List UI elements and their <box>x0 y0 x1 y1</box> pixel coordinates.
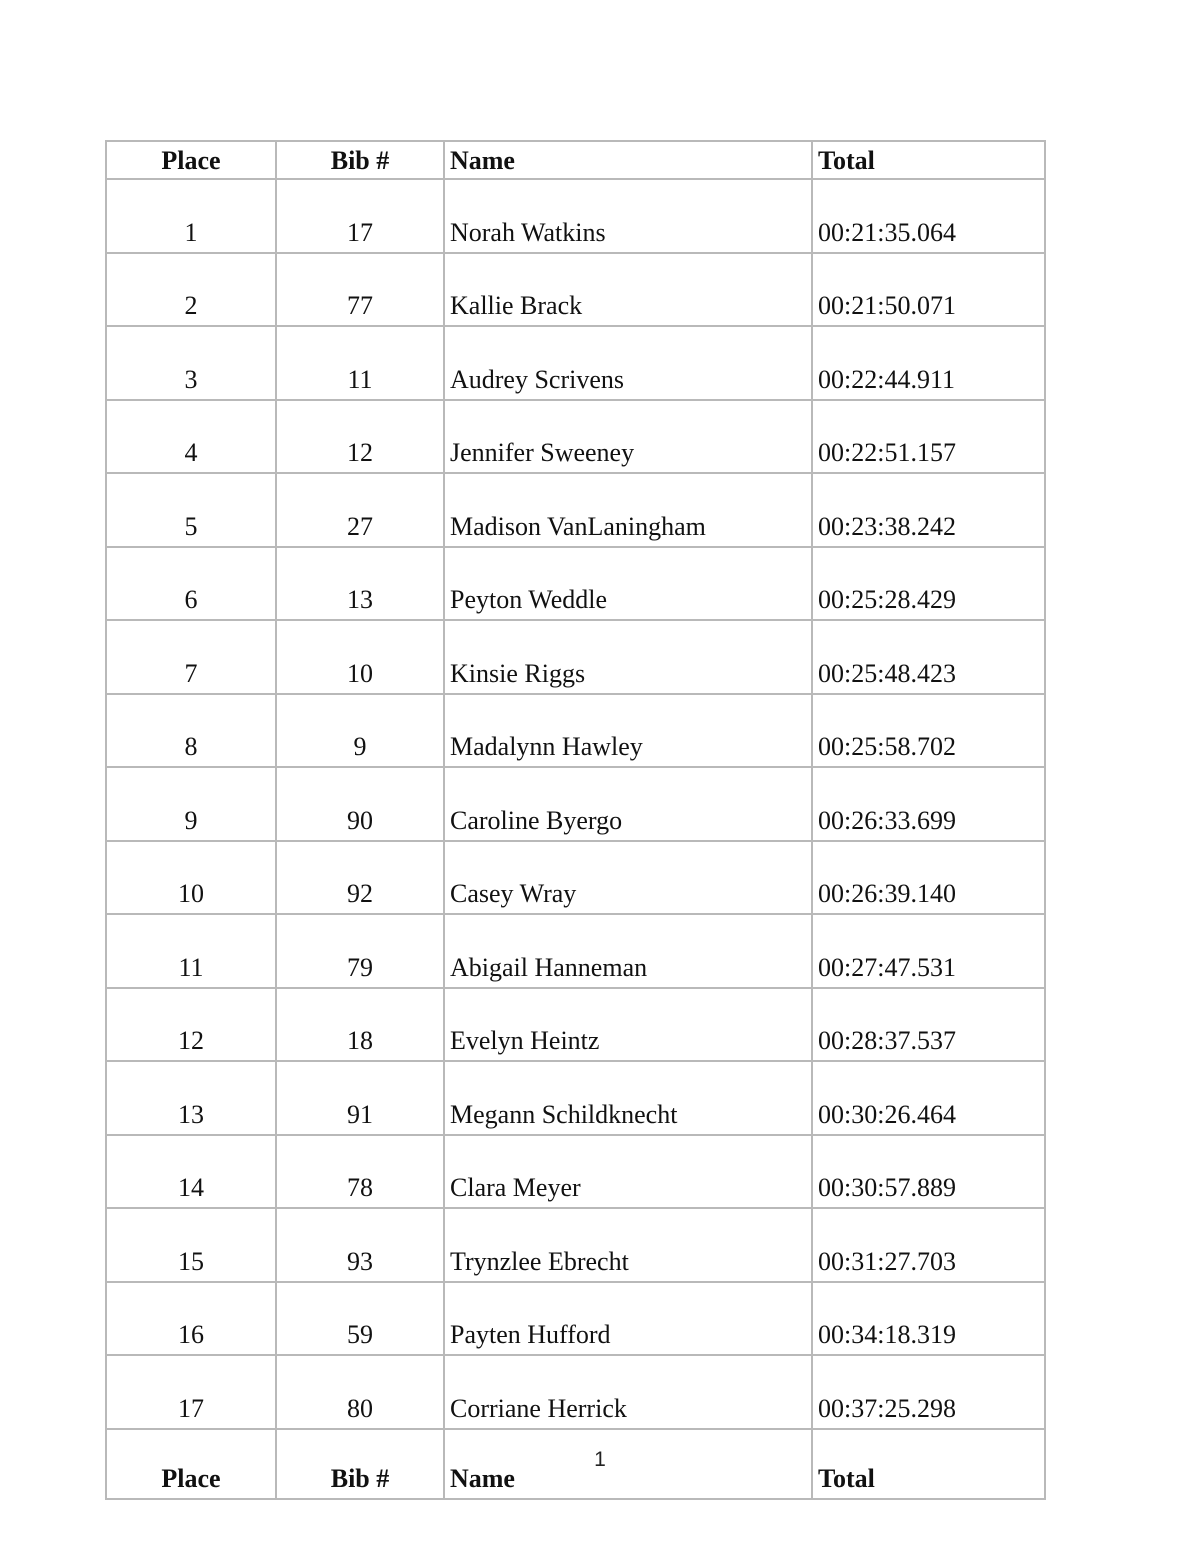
table-header <box>106 141 1045 179</box>
cell-place: 13 <box>106 1061 276 1135</box>
table-row <box>106 988 1045 1062</box>
cell-total: 00:31:27.703 <box>812 1208 1045 1282</box>
table-row <box>106 400 1045 474</box>
cell-name: Caroline Byergo <box>444 767 812 841</box>
cell-bib: 80 <box>276 1355 444 1429</box>
cell-name: Madison VanLaningham <box>444 473 812 547</box>
cell-total: 00:25:28.429 <box>812 547 1045 621</box>
cell-name: Evelyn Heintz <box>444 988 812 1062</box>
header-bib: Bib # <box>276 141 444 179</box>
cell-bib: 9 <box>276 694 444 768</box>
footer-name: Name <box>444 1429 812 1499</box>
table-row <box>106 1061 1045 1135</box>
cell-place: 11 <box>106 914 276 988</box>
cell-name: Megann Schildknecht <box>444 1061 812 1135</box>
cell-total: 00:25:48.423 <box>812 620 1045 694</box>
table-row <box>106 326 1045 400</box>
cell-bib: 18 <box>276 988 444 1062</box>
table-row <box>106 1135 1045 1209</box>
cell-total: 00:23:38.242 <box>812 473 1045 547</box>
cell-name: Audrey Scrivens <box>444 326 812 400</box>
cell-name: Payten Hufford <box>444 1282 812 1356</box>
cell-total: 00:30:26.464 <box>812 1061 1045 1135</box>
cell-total: 00:27:47.531 <box>812 914 1045 988</box>
table-row <box>106 1282 1045 1356</box>
cell-name: Jennifer Sweeney <box>444 400 812 474</box>
cell-place: 5 <box>106 473 276 547</box>
cell-bib: 92 <box>276 841 444 915</box>
cell-place: 10 <box>106 841 276 915</box>
cell-place: 4 <box>106 400 276 474</box>
cell-total: 00:26:39.140 <box>812 841 1045 915</box>
cell-total: 00:30:57.889 <box>812 1135 1045 1209</box>
cell-name: Trynzlee Ebrecht <box>444 1208 812 1282</box>
cell-bib: 13 <box>276 547 444 621</box>
cell-place: 15 <box>106 1208 276 1282</box>
cell-name: Kinsie Riggs <box>444 620 812 694</box>
cell-total: 00:25:58.702 <box>812 694 1045 768</box>
cell-bib: 10 <box>276 620 444 694</box>
footer-total: Total <box>812 1429 1045 1499</box>
cell-total: 00:21:35.064 <box>812 179 1045 253</box>
results-table <box>105 140 1046 1500</box>
cell-name: Clara Meyer <box>444 1135 812 1209</box>
cell-place: 16 <box>106 1282 276 1356</box>
table-row <box>106 473 1045 547</box>
cell-total: 00:26:33.699 <box>812 767 1045 841</box>
table-row <box>106 841 1045 915</box>
table-row <box>106 1208 1045 1282</box>
cell-name: Peyton Weddle <box>444 547 812 621</box>
cell-place: 14 <box>106 1135 276 1209</box>
cell-place: 17 <box>106 1355 276 1429</box>
page-number: 1 <box>594 1448 606 1471</box>
cell-total: 00:37:25.298 <box>812 1355 1045 1429</box>
cell-bib: 11 <box>276 326 444 400</box>
cell-place: 6 <box>106 547 276 621</box>
cell-bib: 93 <box>276 1208 444 1282</box>
cell-bib: 91 <box>276 1061 444 1135</box>
footer-place: Place <box>106 1429 276 1499</box>
cell-name: Abigail Hanneman <box>444 914 812 988</box>
cell-total: 00:28:37.537 <box>812 988 1045 1062</box>
cell-total: 00:21:50.071 <box>812 253 1045 327</box>
cell-bib: 90 <box>276 767 444 841</box>
cell-name: Madalynn Hawley <box>444 694 812 768</box>
table-row <box>106 253 1045 327</box>
cell-place: 9 <box>106 767 276 841</box>
table-row <box>106 547 1045 621</box>
cell-total: 00:22:44.911 <box>812 326 1045 400</box>
table-row <box>106 1355 1045 1429</box>
header-total: Total <box>812 141 1045 179</box>
table-body <box>106 179 1045 1429</box>
table-row <box>106 767 1045 841</box>
table-row <box>106 694 1045 768</box>
cell-name: Norah Watkins <box>444 179 812 253</box>
header-place: Place <box>106 141 276 179</box>
cell-name: Casey Wray <box>444 841 812 915</box>
footer-bib: Bib # <box>276 1429 444 1499</box>
table-row <box>106 620 1045 694</box>
cell-bib: 59 <box>276 1282 444 1356</box>
cell-bib: 79 <box>276 914 444 988</box>
cell-bib: 78 <box>276 1135 444 1209</box>
cell-name: Corriane Herrick <box>444 1355 812 1429</box>
cell-total: 00:34:18.319 <box>812 1282 1045 1356</box>
cell-bib: 27 <box>276 473 444 547</box>
cell-bib: 17 <box>276 179 444 253</box>
cell-place: 3 <box>106 326 276 400</box>
cell-total: 00:22:51.157 <box>812 400 1045 474</box>
cell-place: 12 <box>106 988 276 1062</box>
cell-bib: 12 <box>276 400 444 474</box>
table-row <box>106 914 1045 988</box>
cell-place: 1 <box>106 179 276 253</box>
cell-place: 8 <box>106 694 276 768</box>
cell-bib: 77 <box>276 253 444 327</box>
cell-place: 7 <box>106 620 276 694</box>
cell-name: Kallie Brack <box>444 253 812 327</box>
header-row <box>106 141 1045 179</box>
cell-place: 2 <box>106 253 276 327</box>
header-name: Name <box>444 141 812 179</box>
table-row <box>106 179 1045 253</box>
